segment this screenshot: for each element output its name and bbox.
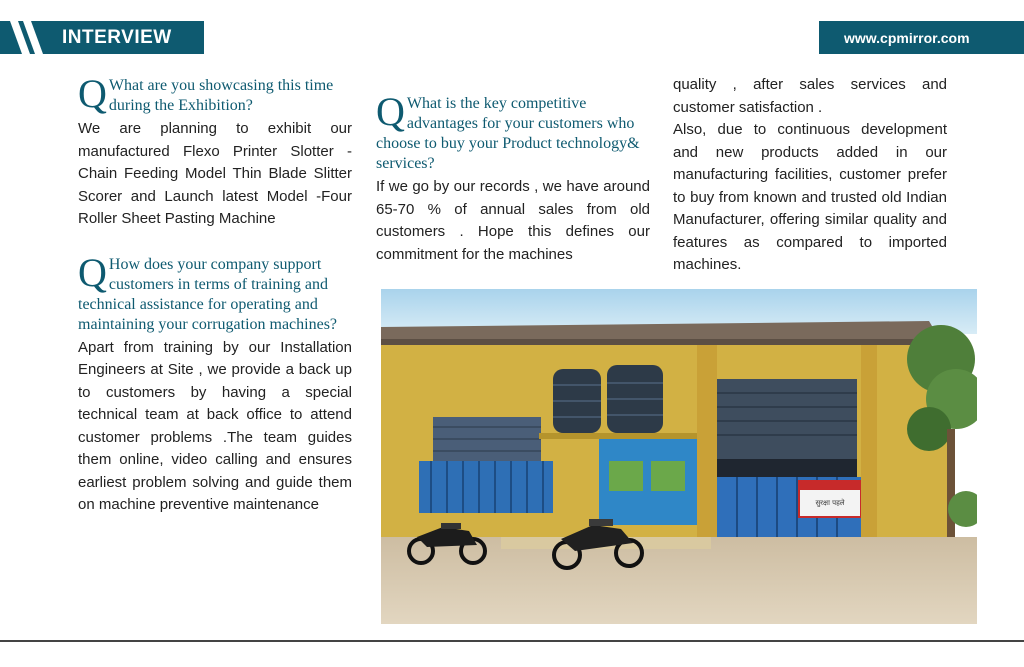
answer-text: If we go by our records , we have around 65-70 % of annual sales from old customers . Hope this defines our commitment for the machines [376,178,650,263]
answer-paragraph: Also, due to continuous development and new products added in our manufacturing facilities, customer prefer to buy from known and trusted old Indian Manufacturer, offering similar quality and features as compared to imported machines. [673,121,947,273]
qa-exhibition [78,71,352,231]
stripes-icon [10,21,56,54]
question-heading [376,89,650,174]
qa-support [78,249,352,517]
column-middle [376,89,650,266]
question-text: What are you showcasing this time during the Exhibition? [108,77,334,114]
section-banner [0,21,204,54]
q-initial: Q [376,89,405,134]
url-banner [819,21,1024,54]
bottom-rule [0,640,1024,642]
answer-text: Apart from training by our Installation Engineers at Site , we provide a back up to customers by having a special technical team at back office to attend customer problems .The team guides them online, video calling and ensures earliest problem solving and guide them on machine preventive maintenance [78,338,352,513]
question-text: How does your company support customers in terms of training and technical assistance for operating and maintaining your corrugation machines? [78,255,338,333]
q-initial: Q [78,71,107,116]
factory-photo [381,289,977,624]
question-heading [78,71,352,116]
column-left [78,71,352,517]
gate-sign-text: सुरक्षा पहले [815,499,845,507]
factory-illustration [381,289,977,624]
continued-answer: quality , after sales services and customer satisfaction . [673,76,947,116]
q-initial: Q [78,249,107,295]
site-url[interactable]: www.cpmirror.com [844,30,970,46]
section-title: INTERVIEW [62,27,172,48]
qa-advantages [376,89,650,266]
question-heading [78,249,352,335]
answer-text: We are planning to exhibit our manufactured Flexo Printer Slotter - Chain Feeding Model Thin Blade Slitter Scorer and Launch latest Model -Four Roller Sheet Pasting Machine [78,120,352,227]
question-text: What is the key competitive advantages for your customers who choose to buy your Product technology& services? [376,95,640,172]
column-right [673,74,947,277]
